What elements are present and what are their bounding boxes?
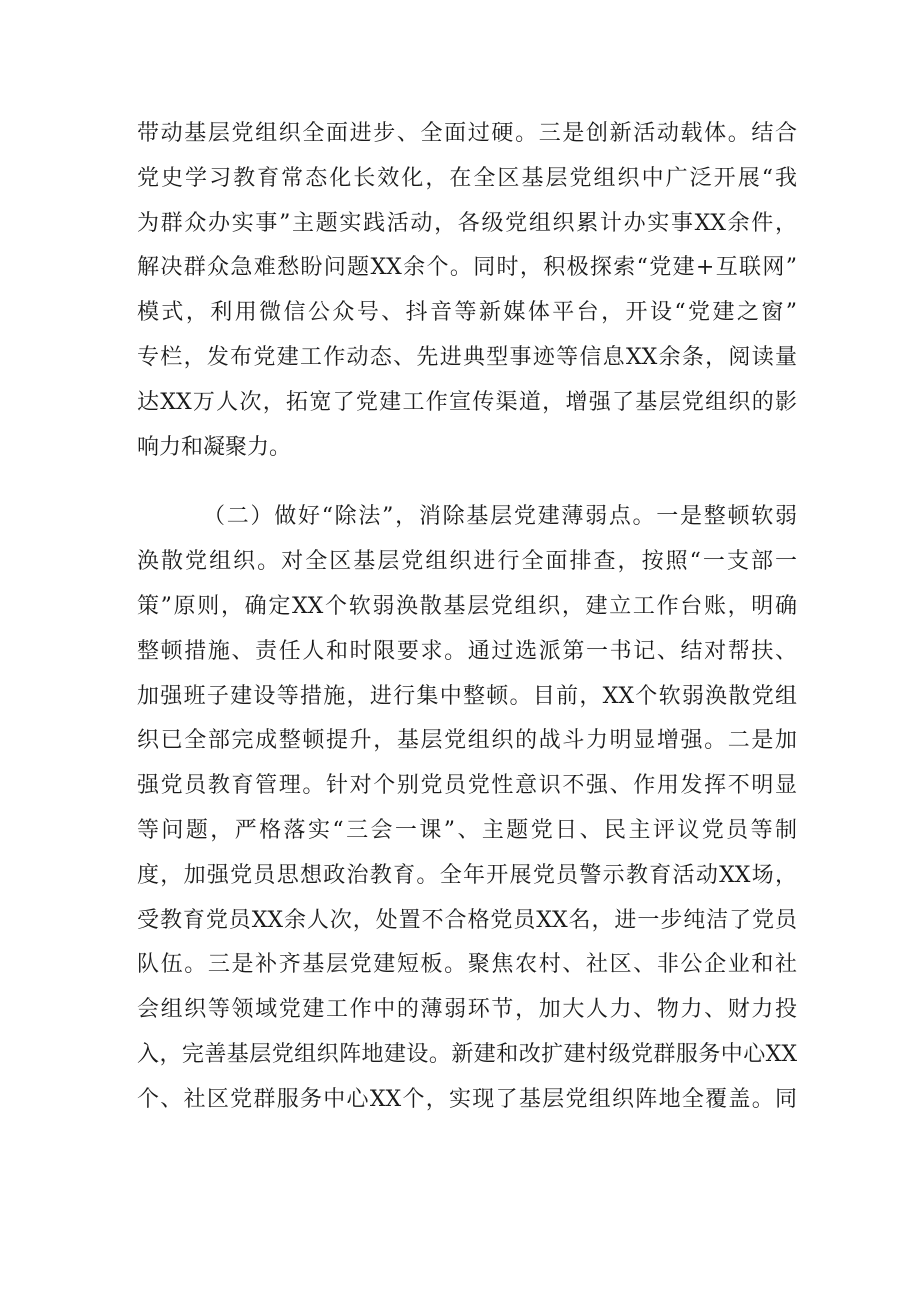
paragraph-gap: [137, 470, 797, 495]
paragraph-line: 织已全部完成整顿提升，基层党组织的战斗力明显增强。二是加: [137, 728, 797, 754]
paragraph-line: 会组织等领域党建工作中的薄弱环节，加大人力、物力、财力投: [137, 997, 797, 1023]
paragraph-line: 模式，利用微信公众号、抖音等新媒体平台，开设“党建之窗”: [137, 300, 797, 326]
paragraph-line: 党史学习教育常态化长效化，在全区基层党组织中广泛开展“我: [137, 165, 797, 191]
paragraph-line: 度，加强党员思想政治教育。全年开展党员警示教育活动XX场，: [137, 862, 797, 888]
paragraph-line: 专栏，发布党建工作动态、先进典型事迹等信息XX余条，阅读量: [137, 344, 797, 370]
paragraph-line: 带动基层党组织全面进步、全面过硬。三是创新活动载体。结合: [137, 121, 797, 146]
body-text: [137, 112, 797, 1123]
paragraph-line: 强党员教育管理。针对个别党员党性意识不强、作用发挥不明显: [137, 773, 797, 799]
paragraph-line: 等问题，严格落实“三会一课”、主题党日、民主评议党员等制: [137, 817, 797, 843]
paragraph-line: 涣散党组织。对全区基层党组织进行全面排查，按照“一支部一: [137, 549, 797, 575]
paragraph-line: 加强班子建设等措施，进行集中整顿。目前，XX个软弱涣散党组: [137, 683, 797, 709]
paragraph-line: 受教育党员XX余人次，处置不合格党员XX名，进一步纯洁了党员: [137, 907, 797, 933]
paragraph-line: 整顿措施、责任人和时限要求。通过选派第一书记、结对帮扶、: [137, 638, 797, 664]
paragraph-line: 队伍。三是补齐基层党建短板。聚焦农村、社区、非公企业和社: [137, 952, 797, 978]
paragraph-line: 响力和凝聚力。: [137, 434, 292, 460]
paragraph-line: 策”原则，确定XX个软弱涣散基层党组织，建立工作台账，明确: [137, 593, 797, 619]
paragraph-line: 为群众办实事”主题实践活动，各级党组织累计办实事XX余件，: [137, 210, 797, 236]
paragraph-line: 解决群众急难愁盼问题XX余个。同时，积极探索“党建+互联网”: [137, 255, 797, 281]
paragraph-line: 入，完善基层党组织阵地建设。新建和改扩建村级党群服务中心XX: [137, 1041, 797, 1067]
paragraph-line: 个、社区党群服务中心XX个，实现了基层党组织阵地全覆盖。同: [137, 1086, 797, 1112]
section-heading-line: （二）做好“除法”，消除基层党建薄弱点。一是整顿软弱: [203, 504, 797, 530]
paragraph-line: 达XX万人次，拓宽了党建工作宣传渠道，增强了基层党组织的影: [137, 389, 797, 415]
